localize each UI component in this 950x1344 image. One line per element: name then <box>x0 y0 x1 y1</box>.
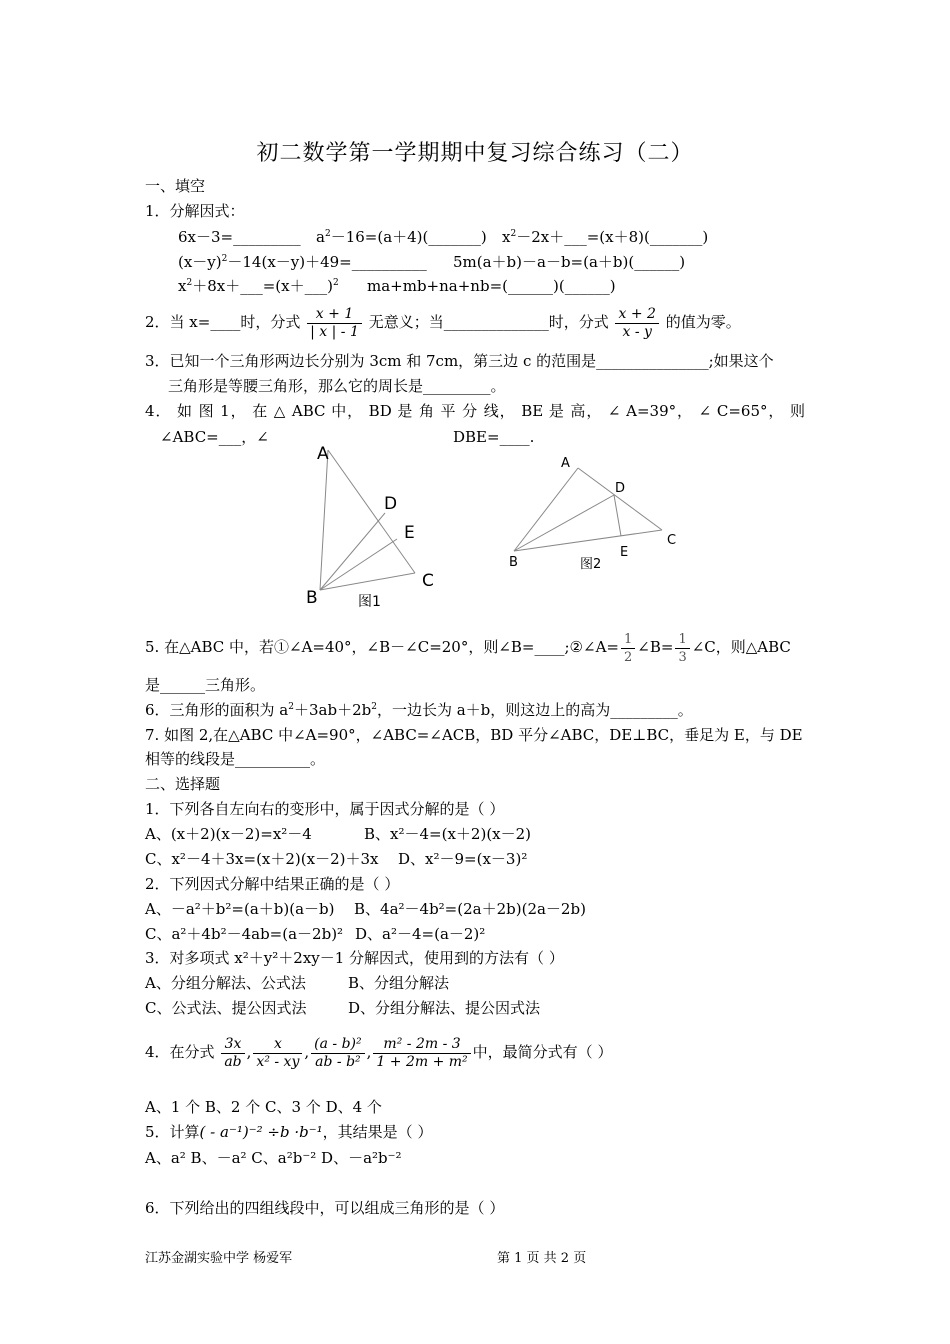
s2-q4-line: 4．在分式 $\frac{3x}{ab}$ , $\frac{x}{\text{x² - xy}}$ , $\frac{\text{(a - b)²}}{\text{ab - b²}}$ , $\frac{\text{m² - 2m - 3}}{\text{1 + 2m + m²}}$ 中，最简分式有（ ） <box>145 1035 613 1070</box>
section1-heading: 一、填空 <box>145 177 206 195</box>
q1-label: 1．分解因式： <box>145 202 245 220</box>
q1-line3a: $x^2+8x+\_\_\_=(x+\_\_\_)^2$ <box>178 277 339 295</box>
s2-q2-option-d: D、a²－4=(a－2)² <box>355 925 486 943</box>
s2-q1-option-c: C、x²－4＋3x=(x＋2)(x－2)＋3x <box>145 850 379 868</box>
s2-q2-option-b: B、4a²－4b²=(2a＋2b)(2a－2b) <box>354 900 586 918</box>
s2-q3-option-b: B、分组分解法 <box>348 974 450 992</box>
fig1-label-c: C <box>422 571 434 591</box>
s2-q4-fraction-2: $\frac{x}{\text{x² - xy}}$ <box>253 1036 302 1071</box>
s2-q2-stem: 2．下列因式分解中结果正确的是（ ） <box>145 875 400 893</box>
s2-q1-stem: 1．下列各自左向右的变形中，属于因式分解的是（ ） <box>145 800 505 818</box>
q1-line2a: $(x-y)^2-14(x-y)+49=\_\_\_\_\_\_\_\_\_\_$ <box>178 253 427 271</box>
s2-q4-fraction-3: $\frac{\text{(a - b)²}}{\text{ab - b²}}$ <box>311 1036 364 1071</box>
s2-q2-option-c: C、a²＋4b²－4ab=(a－2b)² <box>145 925 344 943</box>
q1-line2b: 5m(a＋b)－a－b=(a＋b)(______) <box>453 253 686 271</box>
q1-line1c: $x^2-2x+\_\_\_=(x+8)(\_\_\_\_\_\_\_)$ <box>502 228 709 246</box>
page-title: 初二数学第一学期期中复习综合练习（二） <box>256 141 694 166</box>
s2-q1-option-a: A、(x＋2)(x－2)=x²－4 <box>145 825 312 843</box>
s2-q2-option-a: A、－a²＋b²=(a＋b)(a－b) <box>145 900 335 918</box>
s2-q3-option-c: C、公式法、提公因式法 <box>145 999 307 1017</box>
fig1-label-b: B <box>306 588 318 608</box>
figure-2 <box>500 450 690 575</box>
footer-author: 江苏金湖实验中学 杨爱军 <box>145 1251 293 1266</box>
fig1-label-d: D <box>384 494 398 514</box>
s2-q5-options: A、a² B、－a² C、a²b⁻² D、－a²b⁻² <box>145 1149 402 1167</box>
q5-line1: 5. 在△ABC 中，若①∠A=40°，∠B－∠C=20°，则∠B=____;②∠A= $\frac{1}{2}$ ∠B= $\frac{1}{3}$ ∠C，则△ABC <box>145 631 791 665</box>
fig2-caption: 图2 <box>580 557 602 572</box>
s2-q3-stem: 3．对多项式 x²＋y²＋2xy－1 分解因式，使用到的方法有（ ） <box>145 949 564 967</box>
q4-line1: 4． 如 图 1， 在 △ ABC 中， BD 是 角 平 分 线， BE 是 高， ∠ A=39°， ∠ C=65°， 则 <box>145 402 805 420</box>
fig2-label-d: D <box>615 481 626 496</box>
s2-q4-options: A、1 个 B、2 个 C、3 个 D、4 个 <box>145 1098 382 1116</box>
q1-line3b: ma+mb+na+nb=(______)(______) <box>367 277 616 295</box>
footer-page-number: 第 1 页 共 2 页 <box>497 1251 587 1266</box>
s2-q4-fraction-1: $\frac{3x}{ab}$ <box>221 1036 244 1071</box>
q1-line1a: 6x－3=_________ <box>178 228 301 246</box>
s2-q1-option-b: B、x²－4=(x＋2)(x－2) <box>364 825 532 843</box>
fig2-label-a: A <box>561 456 570 471</box>
q2-fraction-2: $\frac{x + 2}{x - y}$ <box>615 306 658 341</box>
q3-line2: 三角形是等腰三角形，那么它的周长是_________。 <box>168 377 506 395</box>
q6-line: 6．三角形的面积为 $a^2+3ab+2b^2$，一边长为 a＋b，则这边上的高为_________。 <box>145 701 693 719</box>
figure-1 <box>300 440 450 615</box>
s2-q6-stem: 6．下列给出的四组线段中，可以组成三角形的是（ ） <box>145 1199 505 1217</box>
q5-fraction-1: $\frac{1}{2}$ <box>621 631 635 666</box>
s2-q5-line: 5．计算( - a⁻¹)⁻² ÷b ·b⁻¹，其结果是（ ） <box>145 1123 433 1141</box>
fig2-label-c: C <box>667 533 677 548</box>
s2-q1-option-d: D、x²－9=(x－3)² <box>398 850 528 868</box>
s2-q3-option-a: A、分组分解法、公式法 <box>145 974 306 992</box>
q4-line2b: DBE=____. <box>453 428 535 446</box>
q5-line2: 是______三角形。 <box>145 676 266 694</box>
q1-line1b: $a^2-16=(a+4)(\_\_\_\_\_\_\_)$ <box>316 228 487 246</box>
q5-fraction-2: $\frac{1}{3}$ <box>675 631 689 666</box>
section2-heading: 二、选择题 <box>145 775 221 793</box>
fig2-label-e: E <box>620 545 629 560</box>
fig1-label-a: A <box>317 444 329 464</box>
q7-line2: 相等的线段是__________。 <box>145 750 326 768</box>
fig1-label-e: E <box>404 523 415 543</box>
q3-line1: 3．已知一个三角形两边长分别为 3cm 和 7cm，第三边 c 的范围是_______________;如果这个 <box>145 352 774 370</box>
fig1-caption: 图1 <box>358 594 381 610</box>
s2-q4-fraction-4: $\frac{\text{m² - 2m - 3}}{\text{1 + 2m + m²}}$ <box>373 1036 470 1071</box>
q2-line: 2．当 x=____时，分式 $\frac{x + 1}{| x | - 1}$ 无意义；当______________时，分式 $\frac{x + 2}{x - y}$ 的值为零。 <box>145 305 741 340</box>
q7-line1: 7. 如图 2,在△ABC 中∠A=90°，∠ABC=∠ACB，BD 平分∠ABC，DE⊥BC，垂足为 E，与 DE <box>145 726 803 744</box>
s2-q3-option-d: D、分组分解法、提公因式法 <box>348 999 541 1017</box>
q4-line2a: ∠ABC=___，∠ <box>160 428 269 446</box>
q2-fraction-1: $\frac{x + 1}{| x | - 1}$ <box>307 306 362 341</box>
fig2-label-b: B <box>509 555 518 570</box>
